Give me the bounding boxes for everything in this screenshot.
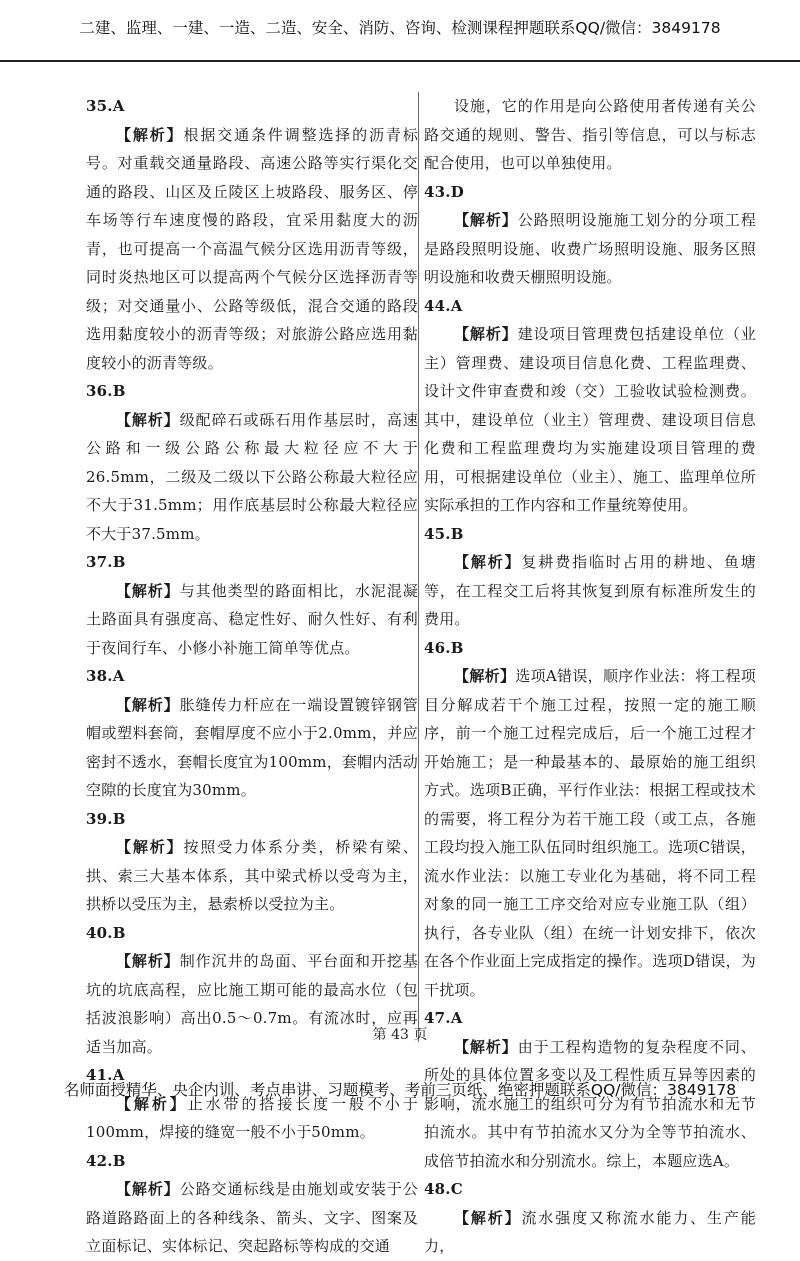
explanation-text: 建设项目管理费包括建设单位（业主）管理费、建设项目信息化费、工程监理费、设计文件审查费和竣（交）工验收试验检测费。其中，建设单位（业主）管理费、建设项目信息化费和工程监理费均为实施建设项目管理的费用，可根据建设单位（业主）、施工、监理单位所实际承担的工作内容和工作量统筹使用。 [424, 325, 756, 514]
header-rule [0, 60, 800, 62]
answer-number: 47.A [424, 1009, 463, 1027]
answer-block [424, 292, 756, 520]
column-divider [418, 92, 419, 1042]
explanation-text: 公路交通标线是由施划或安装于公路道路路面上的各种线条、箭头、文字、图案及立面标记、实体标记、突起路标等构成的交通 [86, 1180, 418, 1255]
explanation [424, 1033, 756, 1176]
explanation-label: 【解析】 [454, 667, 516, 685]
explanation-label: 【解析】 [116, 838, 184, 856]
answer-number: 42.B [86, 1151, 126, 1170]
explanation-text: 按照受力体系分类，桥梁有梁、拱、索三大基本体系，其中梁式桥以受弯为主，拱桥以受压为主，悬索桥以受拉为主。 [86, 838, 418, 913]
explanation-label: 【解析】 [116, 695, 180, 714]
answer-number: 45.B [424, 524, 464, 543]
header-banner: 二建、监理、一建、一造、二造、安全、消防、咨询、检测课程押题联系QQ/微信：3849178 [79, 19, 721, 37]
explanation [86, 121, 418, 378]
answer-block [86, 1147, 418, 1261]
explanation-label: 【解析】 [116, 410, 180, 429]
explanation-text: 根据交通条件调整选择的沥青标号。对重载交通量路段、高速公路等实行渠化交通的路段、山区及丘陵区上坡路段、服务区、停车场等行车速度慢的路段，宜采用黏度大的沥青，也可提高一个高温气候分区选用沥青等级，同时炎热地区可以提高两个气候分区选择沥青等级；对交通量小、公路等级低，混合交通的路段选用黏度较小的沥青等级；对旅游公路应选用黏度较小的沥青等级。 [86, 125, 418, 372]
answer-block [86, 805, 418, 919]
explanation-label: 【解析】 [116, 1180, 180, 1198]
answer-number: 46.B [424, 638, 464, 657]
answer-number: 38.A [86, 667, 125, 685]
explanation [86, 577, 418, 663]
explanation [86, 833, 418, 919]
answer-number: 41.A [86, 1066, 125, 1084]
answer-number: 35.A [86, 97, 125, 115]
explanation-label: 【解析】 [116, 952, 180, 970]
explanation [86, 1175, 418, 1261]
answer-number: 48.C [424, 1180, 463, 1198]
page-number: 第 43 页 [372, 1027, 428, 1043]
explanation-text: 由于工程构造物的复杂程度不同、所处的具体位置多变以及工程性质互异等因素的影响，流水施工的组织可分为有节拍流水和无节拍流水。其中有节拍流水又分为全等节拍流水、成倍节拍流水和分别流水。综上，本题应选A。 [424, 1037, 756, 1170]
explanation [86, 406, 418, 549]
answer-block [424, 634, 756, 1005]
answer-number: 44.A [424, 296, 463, 315]
explanation-text: 选项A错误，顺序作业法：将工程项目分解成若干个施工过程，按照一定的施工顺序，前一个施工过程完成后，后一个施工过程才开始施工；是一种最基本的、最原始的施工组织方式。选项B正确，平行作业法：根据工程或技术的需要，将工程分为若干施工段（或工点，各施工段均投入施工队伍同时组织施工。选项C错误，流水作业法：以施工专业化为基础，将不同工程对象的同一施工工序交给对应专业施工队（组）执行，各专业队（组）在统一计划安排下，依次在各个作业面上完成指定的操作。选项D错误，为干扰项。 [424, 667, 756, 999]
answer-block [424, 178, 756, 292]
explanation [424, 320, 756, 520]
footer-banner: 名师面授精华、央企内训、考点串讲、习题模考、考前三页纸、绝密押题联系QQ/微信：3849178 [63, 1081, 737, 1099]
answer-number: 40.B [86, 923, 126, 942]
answer-block [86, 662, 418, 805]
explanation-label: 【解析】 [116, 125, 184, 144]
answer-number: 43.D [424, 182, 464, 201]
answer-block [86, 548, 418, 662]
explanation-label: 【解析】 [116, 1094, 188, 1113]
explanation [424, 1204, 756, 1261]
explanation [86, 691, 418, 805]
explanation-text: 公路照明设施施工划分的分项工程是路段照明设施、收费广场照明设施、服务区照明设施和收费天棚照明设施。 [424, 211, 756, 286]
continuation-text: 设施，它的作用是向公路使用者传递有关公路交通的规则、警告、指引等信息，可以与标志配合使用，也可以单独使用。 [424, 97, 756, 172]
explanation-text: 级配碎石或砾石用作基层时，高速公路和一级公路公称最大粒径应不大于26.5mm，二级及二级以下公路公称最大粒径应不大于31.5mm；用作底基层时公称最大粒径应不大于37.5mm。 [86, 410, 418, 543]
explanation [424, 206, 756, 292]
explanation-text: 流水强度又称流水能力、生产能力， [424, 1208, 756, 1255]
explanation-label: 【解析】 [454, 553, 522, 571]
explanation-text: 复耕费指临时占用的耕地、鱼塘等，在工程交工后将其恢复到原有标准所发生的费用。 [424, 553, 756, 628]
explanation-text: 胀缝传力杆应在一端设置镀锌钢管帽或塑料套筒，套帽厚度不应小于2.0mm，并应密封不透水，套帽长度宜为100mm，套帽内活动空隙的长度宜为30mm。 [86, 695, 418, 799]
explanation-label: 【解析】 [454, 1208, 522, 1227]
answer-block [86, 377, 418, 548]
explanation-text: 与其他类型的路面相比，水泥混凝土路面具有强度高、稳定性好、耐久性好、有利于夜间行车、小修小补施工简单等优点。 [86, 581, 418, 657]
answer-number: 37.B [86, 553, 126, 571]
answer-block [86, 1061, 418, 1147]
explanation-label: 【解析】 [454, 1037, 518, 1056]
explanation-label: 【解析】 [454, 325, 518, 343]
answer-block [424, 1175, 756, 1261]
answer-number: 39.B [86, 809, 126, 828]
answer-block [424, 520, 756, 634]
explanation [424, 662, 756, 1004]
explanation-label: 【解析】 [454, 211, 518, 229]
explanation-text: 制作沉井的岛面、平台面和开挖基坑的坑底高程，应比施工期可能的最高水位（包括波浪影响）高出0.5～0.7m。有流冰时，应再适当加高。 [86, 952, 418, 1056]
answer-number: 36.B [86, 382, 126, 400]
explanation [424, 548, 756, 634]
explanation-text: 止水带的搭接长度一般不小于100mm，焊接的缝宽一般不小于50mm。 [86, 1094, 418, 1141]
answer-block [86, 92, 418, 377]
explanation-label: 【解析】 [116, 581, 180, 600]
